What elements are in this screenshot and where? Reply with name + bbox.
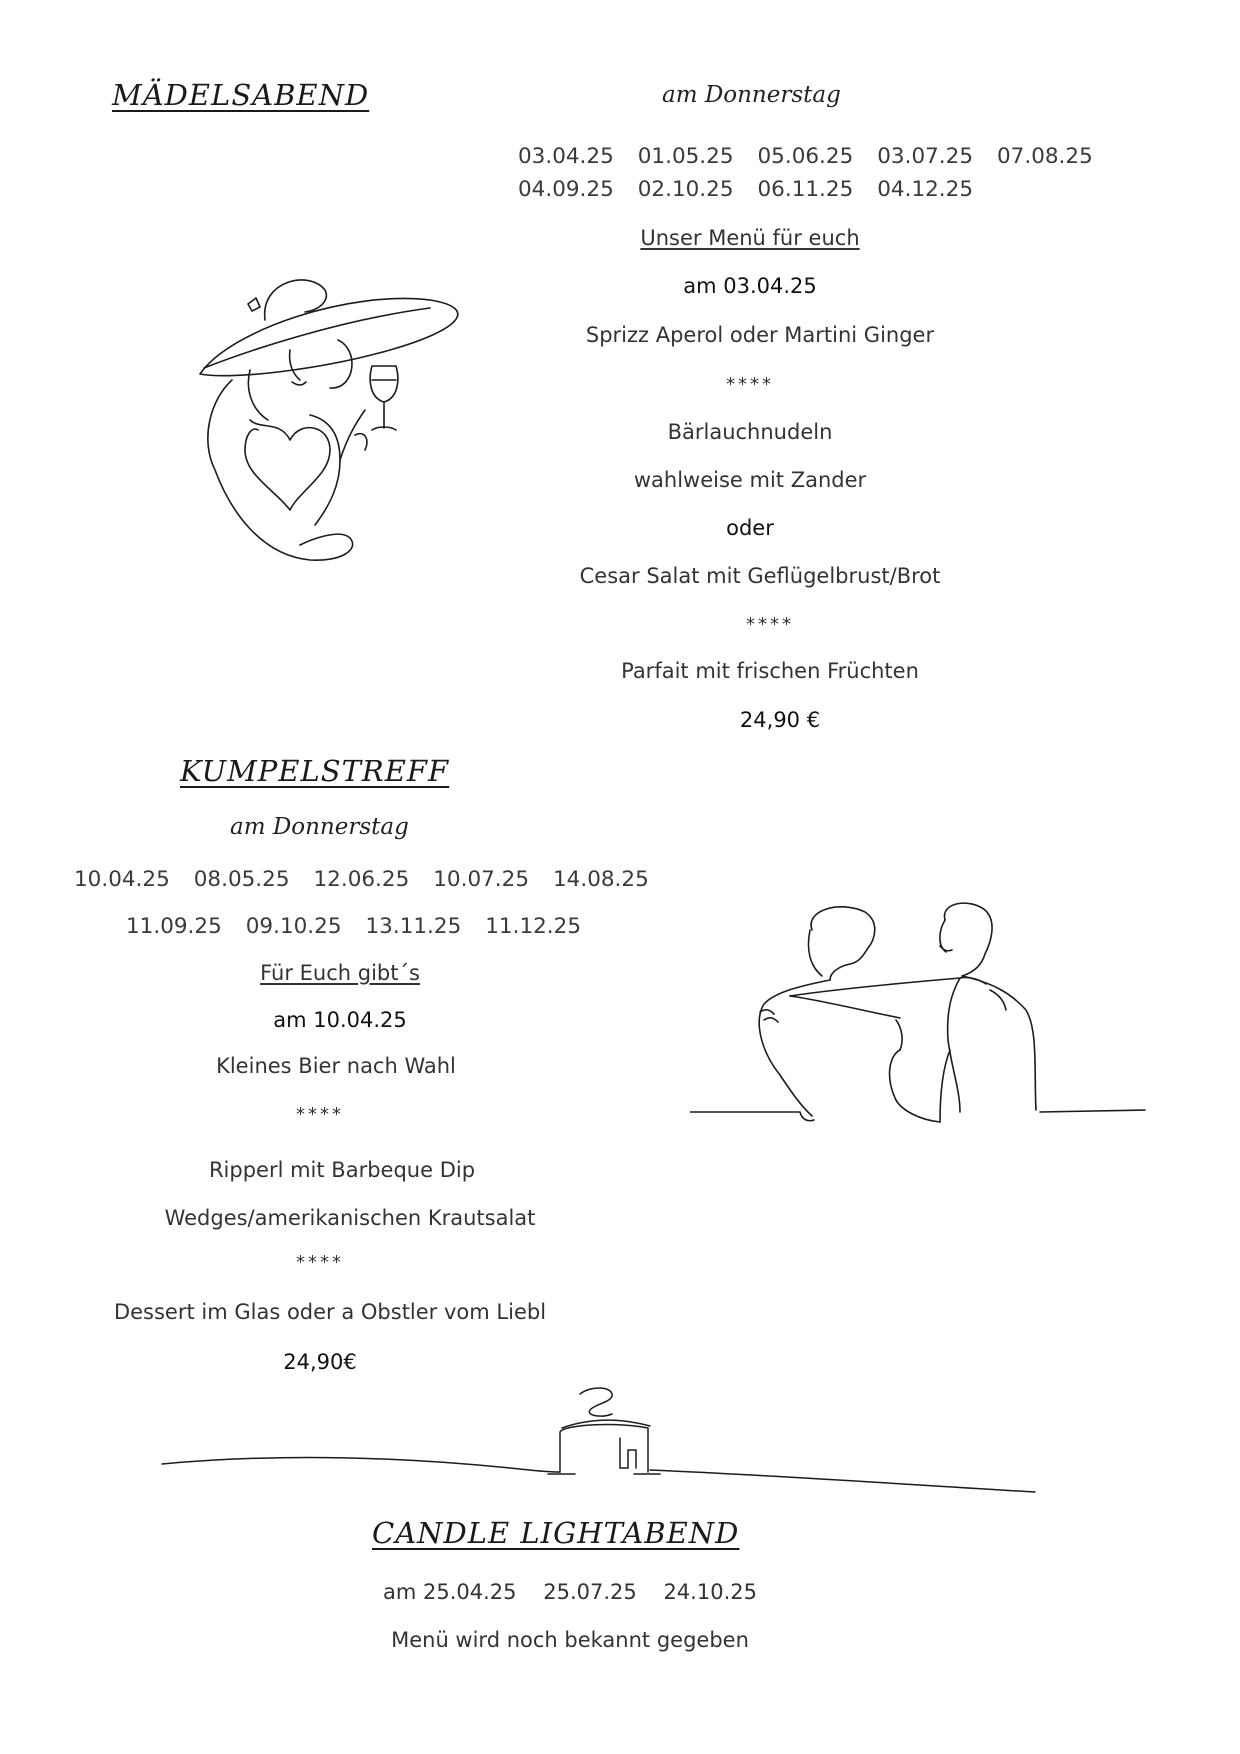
maedelsabend-drink: Sprizz Aperol oder Martini Ginger [585,323,935,347]
kumpelstreff-main1: Ripperl mit Barbeque Dip [208,1158,476,1182]
candle-lightabend-note: Menü wird noch bekannt gegeben [391,1628,749,1652]
date: 13.11.25 [365,914,462,939]
separator: **** [296,1252,344,1273]
kumpelstreff-menu-date: am 10.04.25 [273,1008,407,1032]
date: 08.05.25 [193,867,290,892]
date: 05.06.25 [757,144,854,169]
date: 11.09.25 [126,914,222,939]
candle-lightabend-dates: am 25.04.25 25.07.25 24.10.25 [383,1580,757,1604]
kumpelstreff-drink: Kleines Bier nach Wahl [216,1054,456,1078]
date: 01.05.25 [637,144,734,169]
kumpelstreff-price: 24,90€ [283,1350,357,1374]
date: 07.08.25 [997,144,1093,169]
date: 10.04.25 [74,867,170,892]
maedelsabend-main1: Bärlauchnudeln [667,420,833,444]
date: 03.07.25 [877,144,973,169]
date: 06.11.25 [757,177,854,202]
maedelsabend-dates-row2 [518,177,973,202]
maedelsabend-dessert: Parfait mit frischen Früchten [621,659,919,683]
kumpelstreff-title: KUMPELSTREFF [180,754,450,788]
kumpelstreff-dates-row1 [74,867,649,892]
date: 10.07.25 [433,867,529,892]
maedelsabend-menu-date: am 03.04.25 [683,274,817,298]
maedelsabend-price: 24,90 € [739,708,821,732]
date: 12.06.25 [313,867,410,892]
candle-lightabend-title: CANDLE LIGHTABEND [372,1516,740,1550]
maedelsabend-dates-row1 [518,144,1093,169]
maedelsabend-day: am Donnerstag [662,82,841,108]
date: 04.09.25 [518,177,614,202]
two-friends-illustration [690,900,1150,1140]
separator: **** [726,374,774,395]
candle-illustration [150,1380,1050,1510]
date: 03.04.25 [518,144,614,169]
maedelsabend-menu-heading: Unser Menü für euch [640,226,860,250]
separator: **** [296,1104,344,1125]
separator: **** [746,614,794,635]
kumpelstreff-menu-heading: Für Euch gibt´s [260,961,420,985]
maedelsabend-or: oder [726,516,774,540]
date: 11.12.25 [485,914,581,939]
date: 04.12.25 [877,177,973,202]
lady-with-hat-illustration [190,270,500,570]
kumpelstreff-main2: Wedges/amerikanischen Krautsalat [164,1206,536,1230]
maedelsabend-main2: Cesar Salat mit Geflügelbrust/Brot [579,564,941,588]
kumpelstreff-day: am Donnerstag [230,814,409,840]
kumpelstreff-dates-row2 [126,914,581,939]
date: 14.08.25 [553,867,649,892]
maedelsabend-main1-option: wahlweise mit Zander [633,468,867,492]
kumpelstreff-dessert: Dessert im Glas oder a Obstler vom Liebl [113,1300,547,1324]
date: 02.10.25 [637,177,734,202]
date: 09.10.25 [245,914,342,939]
maedelsabend-title: MÄDELSABEND [112,78,370,112]
